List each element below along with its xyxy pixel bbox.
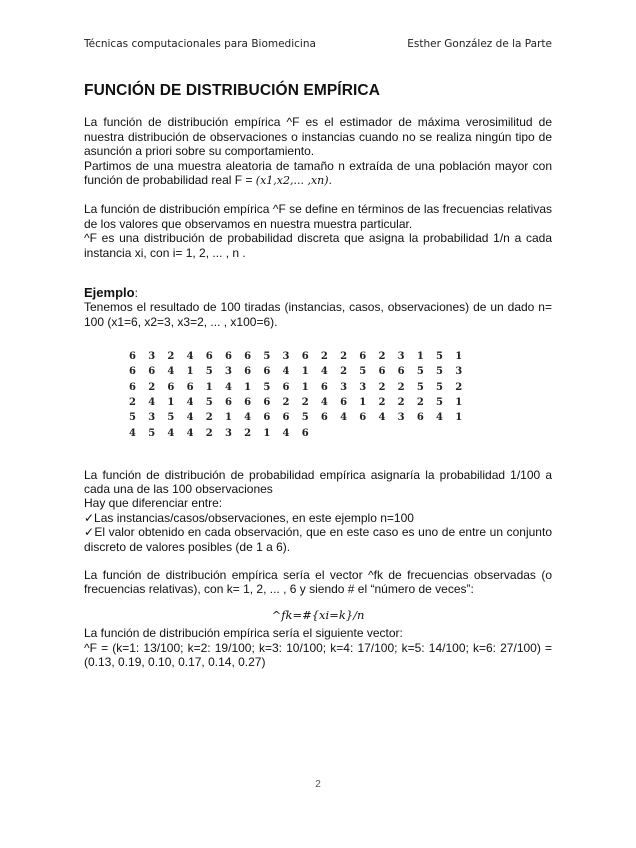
frequency-formula: ^fk=#{xi=k}/n (271, 607, 365, 622)
dice-value: 3 (224, 366, 232, 378)
dice-value: 4 (186, 427, 194, 439)
dice-value: 6 (167, 381, 175, 393)
page-number: 2 (315, 779, 321, 790)
dice-value: 6 (129, 366, 136, 378)
dice-value: 5 (359, 366, 367, 378)
dice-value (436, 426, 455, 441)
probability-paragraph: La función de distribución de probabilidad empírica asignaría la probabilidad 1/100 a cada una de las 100 observaciones (84, 467, 552, 497)
dice-value: 6 (301, 350, 309, 362)
example-label: Ejemplo (84, 285, 135, 301)
vector-intro: La función de distribución empírica sería el siguiente vector: (84, 626, 403, 641)
dice-value: 6 (416, 412, 424, 424)
dice-value: 2 (320, 350, 328, 362)
dice-value (455, 426, 474, 441)
dice-value: 3 (397, 350, 405, 362)
dice-value: 5 (301, 412, 309, 424)
vector-values: ^F = (k=1: 13/100; k=2: 19/100; k=3: 10/100; k=4: 17/100; k=5: 14/100; k=6: 27/100) = (0.13, 0.19, 0.10, 0.17, 0.14, 0.27) (84, 640, 552, 670)
dice-value: 2 (205, 427, 213, 439)
header-course-title: Técnicas computacionales para Biomedicina (84, 38, 316, 50)
dice-value: 1 (416, 350, 424, 362)
dice-value: 2 (378, 396, 386, 408)
intro-paragraph: La función de distribución empírica ^F es el estimador de máxima verosimilitud de nuestra distribución de observaciones o instancias cuando no se realiza ningún tipo de asunción a priori sobre su comportamiento. (84, 115, 552, 159)
dice-value: 2 (397, 396, 405, 408)
dice-value: 3 (340, 381, 348, 393)
dice-value: 4 (167, 366, 175, 378)
dice-value: 6 (186, 381, 194, 393)
dice-value: 1 (186, 366, 194, 378)
example-colon: : (134, 286, 138, 301)
dice-value: 4 (320, 366, 328, 378)
dice-value: 2 (301, 396, 309, 408)
dice-value: 6 (359, 350, 367, 362)
differentiate-paragraph: Hay que diferenciar entre: (84, 496, 223, 511)
dice-value: 2 (167, 350, 175, 362)
dice-results-table (129, 349, 474, 441)
dice-value: 6 (378, 366, 386, 378)
dice-value: 6 (301, 427, 309, 439)
dice-value: 6 (263, 412, 271, 424)
dice-value: 2 (416, 396, 424, 408)
dice-value: 6 (244, 366, 252, 378)
dice-value: 1 (359, 396, 367, 408)
dice-value: 1 (301, 366, 309, 378)
dice-value (321, 426, 340, 441)
dice-value: 6 (397, 366, 405, 378)
dice-value: 4 (436, 412, 443, 424)
dice-value: 3 (359, 381, 367, 393)
dice-value: 5 (436, 396, 443, 408)
dice-value: 1 (167, 396, 175, 408)
dice-value: 3 (148, 412, 156, 424)
dice-value: 5 (263, 350, 271, 362)
dice-value: 1 (263, 427, 271, 439)
dice-value: 1 (244, 381, 252, 393)
dice-value: 5 (436, 366, 443, 378)
dice-value: 2 (455, 381, 463, 393)
dice-row (129, 426, 474, 441)
dice-value: 6 (320, 381, 328, 393)
dice-value: 6 (263, 366, 271, 378)
sample-text: Partimos de una muestra aleatoria de tamaño n extraída de una población mayor con función de probabilidad real F = (84, 158, 552, 188)
dice-row (129, 349, 474, 364)
dice-value: 4 (340, 412, 348, 424)
page-content (84, 84, 552, 670)
dice-value: 2 (282, 396, 290, 408)
dice-value: 6 (244, 350, 252, 362)
dice-value (340, 426, 359, 441)
example-heading (84, 286, 552, 300)
page-title: FUNCIÓN DE DISTRIBUCIÓN EMPÍRICA (84, 82, 380, 99)
dice-value: 2 (129, 396, 136, 408)
check-item-instances: ✓Las instancias/casos/observaciones, en este ejemplo n=100 (84, 510, 414, 525)
dice-value: 6 (129, 350, 136, 362)
dice-value: 5 (263, 381, 271, 393)
dice-value (417, 426, 436, 441)
dice-value: 1 (205, 381, 213, 393)
dice-value: 1 (301, 381, 309, 393)
dice-value: 1 (224, 412, 232, 424)
dice-value: 6 (320, 412, 328, 424)
dice-value: 3 (282, 350, 290, 362)
example-paragraph: Tenemos el resultado de 100 tiradas (instancias, casos, observaciones) de un dado n= 100 (x1=6, x2=3, x3=2, ... , x100=6). (84, 300, 552, 329)
dice-row (129, 380, 474, 395)
dice-value: 5 (129, 412, 136, 424)
discrete-paragraph: ^F es una distribución de probabilidad discreta que asigna la probabilidad 1/n a cada instancia xi, con i= 1, 2, ... , n . (84, 231, 552, 260)
dice-value: 4 (148, 396, 156, 408)
dice-value: 2 (340, 350, 348, 362)
dice-value: 4 (378, 412, 386, 424)
dice-value (378, 426, 397, 441)
dice-value: 4 (282, 427, 290, 439)
dice-value: 6 (129, 381, 136, 393)
dice-value: 2 (378, 350, 386, 362)
dice-value: 1 (455, 350, 463, 362)
sample-math: (x1,x2,... ,xn). (255, 174, 333, 188)
dice-value: 6 (359, 412, 367, 424)
dice-value: 6 (224, 350, 232, 362)
dice-value: 2 (340, 366, 348, 378)
dice-value: 5 (416, 381, 424, 393)
dice-value: 5 (167, 412, 175, 424)
dice-value: 6 (148, 366, 156, 378)
vector-paragraph: La función de distribución empírica sería el vector ^fk de frecuencias observadas (o frecuencias relativas), con k= 1, 2, ... , 6 y siendo # el “número de veces”: (84, 568, 552, 597)
dice-value: 2 (397, 381, 405, 393)
dice-value: 5 (416, 366, 424, 378)
dice-value: 4 (186, 412, 194, 424)
dice-value: 4 (224, 381, 232, 393)
dice-value: 6 (282, 381, 290, 393)
dice-value: 3 (224, 427, 232, 439)
definition-paragraph: La función de distribución empírica ^F se define en términos de las frecuencias relativas de los valores que observamos en nuestra muestra particular. (84, 202, 552, 231)
dice-value: 5 (148, 427, 156, 439)
dice-value: 2 (148, 381, 156, 393)
header-author: Esther González de la Parte (407, 38, 552, 50)
dice-value: 3 (397, 412, 405, 424)
dice-value: 5 (436, 381, 443, 393)
dice-value: 3 (455, 366, 463, 378)
dice-value: 4 (186, 350, 194, 362)
dice-value: 6 (244, 396, 252, 408)
dice-value: 6 (340, 396, 348, 408)
dice-value: 2 (378, 381, 386, 393)
dice-value: 3 (148, 350, 156, 362)
dice-value: 1 (455, 396, 463, 408)
dice-row (129, 411, 474, 426)
dice-value (398, 426, 417, 441)
dice-row (129, 395, 474, 410)
dice-value: 4 (129, 427, 136, 439)
dice-row (129, 365, 474, 380)
dice-value: 4 (167, 427, 175, 439)
check-item-values: ✓El valor obtenido en cada observación, que en este caso es uno de entre un conjunto discreto de valores posibles (de 1 a 6). (84, 525, 552, 554)
dice-value: 4 (244, 412, 252, 424)
dice-value: 2 (205, 412, 213, 424)
dice-value: 5 (436, 350, 443, 362)
sample-paragraph (84, 159, 552, 189)
dice-value: 2 (244, 427, 252, 439)
dice-value: 1 (455, 412, 463, 424)
dice-value: 5 (205, 396, 213, 408)
dice-value: 4 (320, 396, 328, 408)
dice-value: 5 (205, 366, 213, 378)
dice-value: 6 (263, 396, 271, 408)
dice-value: 4 (186, 396, 194, 408)
dice-value: 6 (282, 412, 290, 424)
dice-value: 4 (282, 366, 290, 378)
dice-value: 6 (224, 396, 232, 408)
dice-value (359, 426, 378, 441)
dice-value: 6 (205, 350, 213, 362)
